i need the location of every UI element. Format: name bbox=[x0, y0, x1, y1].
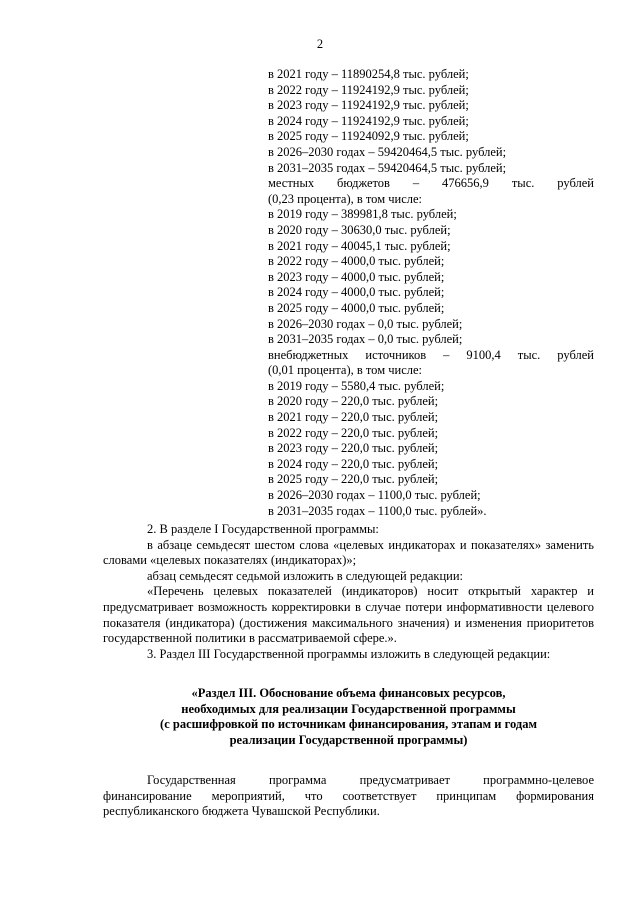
funding-line: в 2031–2035 годах – 59420464,5 тыс. рублей; bbox=[268, 160, 507, 175]
extrabudgetary-line: в 2024 году – 220,0 тыс. рублей; bbox=[268, 456, 439, 471]
funding-line: в 2025 году – 11924092,9 тыс. рублей; bbox=[268, 129, 469, 144]
extrabudgetary-share: (0,01 процента), в том числе: bbox=[268, 363, 423, 378]
paragraph-section-iii: 3. Раздел III Государственной программы изложить в следующей редакции: bbox=[147, 646, 551, 661]
funding-line: в 2023 году – 11924192,9 тыс. рублей; bbox=[268, 98, 469, 113]
section-iii-heading bbox=[103, 686, 594, 748]
extrabudgetary-line: в 2023 году – 220,0 тыс. рублей; bbox=[268, 441, 439, 456]
funding-line: в 2024 году – 11924192,9 тыс. рублей; bbox=[268, 113, 469, 128]
local-budget-line: в 2024 году – 4000,0 тыс. рублей; bbox=[268, 285, 445, 300]
extrabudgetary-header: внебюджетных источников – 9100,4 тыс. рублей bbox=[268, 347, 594, 362]
extrabudgetary-line: в 2026–2030 годах – 1100,0 тыс. рублей; bbox=[268, 488, 481, 503]
extrabudgetary-line: в 2025 году – 220,0 тыс. рублей; bbox=[268, 472, 439, 487]
local-budget-line: в 2019 году – 389981,8 тыс. рублей; bbox=[268, 207, 457, 222]
extrabudgetary-line: в 2031–2035 годах – 1100,0 тыс. рублей». bbox=[268, 503, 487, 518]
paragraph-section-i: 2. В разделе I Государственной программы: bbox=[147, 522, 379, 536]
heading-line: (с расшифровкой по источникам финансирования, этапам и годам bbox=[160, 717, 537, 732]
local-budget-line: в 2031–2035 годах – 0,0 тыс. рублей; bbox=[268, 332, 463, 347]
paragraph-77: абзац семьдесят седьмой изложить в следующей редакции: bbox=[147, 568, 463, 583]
final-paragraph: Государственная программа предусматривает программно-целевое финансирование мероприятий, что соответствует принципам формирования республиканского бюджета Чувашской Республики. bbox=[103, 773, 594, 819]
amendments-text bbox=[103, 522, 594, 662]
local-budget-line: в 2020 году – 30630,0 тыс. рублей; bbox=[268, 222, 451, 237]
heading-line: необходимых для реализации Государственной программы bbox=[181, 701, 516, 716]
funding-line: в 2022 году – 11924192,9 тыс. рублей; bbox=[268, 82, 469, 97]
extrabudgetary-line: в 2020 году – 220,0 тыс. рублей; bbox=[268, 394, 439, 409]
extrabudgetary-line: в 2021 году – 220,0 тыс. рублей; bbox=[268, 410, 439, 425]
final-text bbox=[103, 773, 594, 820]
paragraph-quote: «Перечень целевых показателей (индикаторов) носит открытый характер и предусматривает возможность корректировки в случае потери информативности целевого показателя (индикатора) (достижения максимального значения) и изменения приоритетов государственной политики в рассматриваемой сфере.». bbox=[103, 584, 594, 646]
page-number: 2 bbox=[316, 37, 324, 51]
paragraph-76: в абзаце семьдесят шестом слова «целевых индикаторах и показателях» заменить словами «целевых показателях (индикаторах)»; bbox=[103, 537, 594, 568]
local-budget-line: в 2021 году – 40045,1 тыс. рублей; bbox=[268, 238, 451, 253]
funding-line: в 2026–2030 годах – 59420464,5 тыс. рублей; bbox=[268, 144, 507, 159]
heading-line: «Раздел III. Обоснование объема финансовых ресурсов, bbox=[191, 686, 506, 700]
local-budget-line: в 2026–2030 годах – 0,0 тыс. рублей; bbox=[268, 316, 463, 331]
funding-list bbox=[268, 67, 594, 519]
local-budget-line: в 2023 году – 4000,0 тыс. рублей; bbox=[268, 269, 445, 284]
funding-line: в 2021 году – 11890254,8 тыс. рублей; bbox=[268, 67, 469, 81]
local-budgets-share: (0,23 процента), в том числе: bbox=[268, 191, 423, 206]
extrabudgetary-line: в 2019 году – 5580,4 тыс. рублей; bbox=[268, 378, 445, 393]
extrabudgetary-line: в 2022 году – 220,0 тыс. рублей; bbox=[268, 425, 439, 440]
local-budget-line: в 2025 году – 4000,0 тыс. рублей; bbox=[268, 300, 445, 315]
local-budget-line: в 2022 году – 4000,0 тыс. рублей; bbox=[268, 254, 445, 269]
local-budgets-header: местных бюджетов – 476656,9 тыс. рублей bbox=[268, 176, 594, 191]
heading-line: реализации Государственной программы) bbox=[229, 732, 468, 747]
